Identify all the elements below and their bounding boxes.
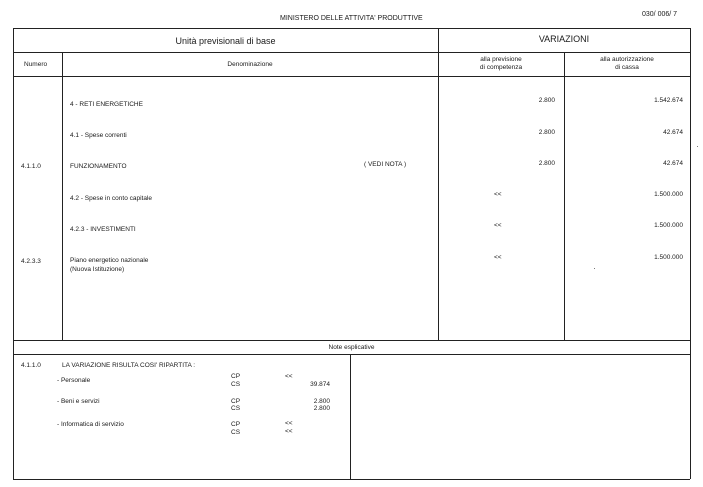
- notes-cp-label: CP: [231, 421, 241, 428]
- page-reference: 030/ 006/ 7: [642, 11, 678, 18]
- row-denominazione: 4 - RETI ENERGETICHE: [70, 101, 143, 108]
- row-competenza: <<: [494, 254, 502, 261]
- row-competenza: 2.800: [538, 160, 555, 167]
- notes-cp-value: <<: [285, 420, 293, 427]
- notes-item-label: - Informatica di servizio: [57, 421, 124, 428]
- row-competenza: 2.800: [538, 129, 555, 136]
- heading-variazioni: VARIAZIONI: [538, 34, 590, 44]
- col-header-numero: Numero: [24, 61, 48, 68]
- scan-speck: [594, 268, 595, 269]
- row-competenza: 2.800: [538, 97, 555, 104]
- col-header-cassa-line1: alla autorizzazione: [600, 56, 654, 63]
- row-competenza: <<: [494, 191, 502, 198]
- notes-cs-label: CS: [231, 405, 241, 412]
- row-denominazione: Piano energetico nazionale: [70, 257, 149, 264]
- notes-title: Note esplicative: [328, 344, 375, 351]
- notes-left-border: [13, 340, 14, 479]
- header-divider-1: [13, 52, 690, 53]
- notes-cs-label: CS: [231, 381, 241, 388]
- notes-item-label: - Personale: [57, 377, 91, 384]
- notes-cp-value: 2.800: [313, 398, 330, 405]
- notes-cp-label: CP: [231, 398, 241, 405]
- row-numero: 4.1.1.0: [21, 163, 41, 170]
- notes-code: 4.1.1.0: [21, 362, 41, 369]
- row-cassa: 1.542.674: [654, 97, 683, 104]
- row-denominazione: 4.2 - Spese in conto capitale: [70, 195, 153, 202]
- notes-cs-value: 39.874: [310, 381, 330, 388]
- table-top-border: [13, 28, 690, 29]
- table-left-border: [13, 28, 14, 340]
- row-competenza: <<: [494, 222, 502, 229]
- notes-middle-divider: [350, 354, 351, 479]
- numero-col-divider: [62, 52, 63, 340]
- notes-cs-value: 2.800: [313, 405, 330, 412]
- row-denominazione: 4.2.3 - INVESTIMENTI: [70, 226, 136, 233]
- col-header-cassa-line2: di cassa: [615, 64, 639, 71]
- row-nota: ( VEDI NOTA ): [364, 161, 407, 168]
- row-denominazione: FUNZIONAMENTO: [70, 163, 127, 170]
- heading-unita-previsionali: Unità previsionali di base: [175, 36, 276, 46]
- table-right-border: [690, 28, 691, 340]
- notes-cp-label: CP: [231, 373, 241, 380]
- row-cassa: 1.500.000: [654, 222, 683, 229]
- col-header-previsione-line1: alla previsione: [480, 56, 522, 63]
- row-denominazione: 4.1 - Spese correnti: [70, 132, 127, 139]
- col-header-previsione-line2: di competenza: [479, 64, 523, 71]
- notes-title-divider: [13, 354, 690, 355]
- variazioni-col-divider: [438, 28, 439, 340]
- table-bottom-border: [13, 340, 690, 341]
- notes-cp-value: <<: [285, 373, 293, 380]
- notes-right-border: [690, 340, 691, 479]
- notes-cs-label: CS: [231, 429, 241, 436]
- notes-cs-value: <<: [285, 428, 293, 435]
- notes-item-label: - Beni e servizi: [57, 398, 100, 405]
- col-header-denominazione: Denominazione: [227, 61, 273, 68]
- ministry-title: MINISTERO DELLE ATTIVITA' PRODUTTIVE: [280, 15, 423, 22]
- notes-bottom-border: [13, 479, 690, 480]
- row-cassa: 42.674: [663, 160, 683, 167]
- row-cassa: 1.500.000: [654, 191, 683, 198]
- row-cassa: 1.500.000: [654, 254, 683, 261]
- row-denominazione-line2: (Nuova Istituzione): [70, 266, 125, 273]
- competenza-col-divider: [564, 52, 565, 340]
- scan-speck: [697, 146, 698, 147]
- notes-intro: LA VARIAZIONE RISULTA COSI' RIPARTITA :: [62, 362, 196, 369]
- row-cassa: 42.674: [663, 129, 683, 136]
- header-divider-2: [13, 76, 690, 77]
- row-numero: 4.2.3.3: [21, 258, 41, 265]
